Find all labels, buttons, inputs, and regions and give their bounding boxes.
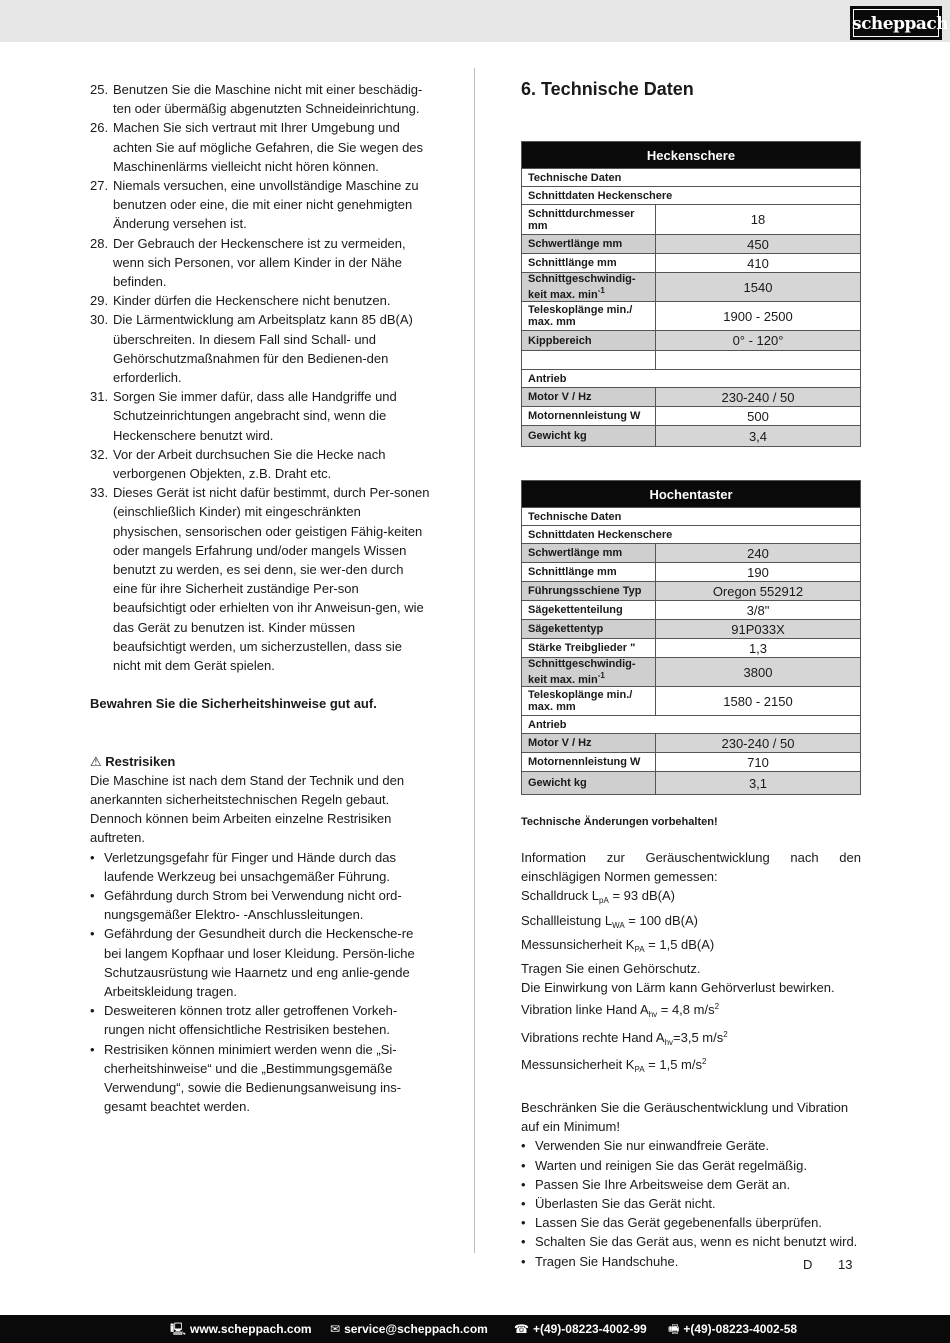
list-item: 29. Kinder dürfen die Heckenschere nicht benutzen. <box>90 293 391 309</box>
changes-reserved-note: Technische Änderungen vorbehalten! <box>521 816 718 828</box>
table-row: Sägekettentyp 91P033X <box>522 620 861 639</box>
vibration-value: Vibrations rechte Hand $A_{hv}=3,5$ $m/s^2$ <box>521 1029 728 1047</box>
list-item: • Gefährdung der Gesundheit durch die Heckensche-re bei langem Kopfhaar und loser Kleidung. Persön-liche Schutzausrüstung wie Haarnetz und eng anlie-gende Arbeitskleidung tragen. <box>90 926 415 999</box>
residual-risks-intro: Die Maschine ist nach dem Stand der Technik und den anerkannten sicherheitstechnischen Regeln gebaut. Dennoch können beim Arbeiten einzelne Restrisiken auftreten. <box>90 772 405 846</box>
table-row: Schwertlänge mm 450 <box>522 235 861 254</box>
noise-text: Tragen Sie einen Gehörschutz. <box>521 961 701 977</box>
noise-value: Messunsicherheit $K_{PA} = 1,5$ dB(A) <box>521 936 715 954</box>
table-row: Schnittgeschwindig-keit max. $\min^{-1}$ 3800 <box>522 658 861 687</box>
table-row: Teleskoplänge min./ max. mm 1580 - 2150 <box>522 687 861 716</box>
list-item: • Desweiteren können trotz aller getroffenen Vorkeh-rungen nicht offensichtliche Restrisiken bestehen. <box>90 1003 398 1038</box>
table-row: Motor V / Hz 230-240 / 50 <box>522 734 861 753</box>
list-item: 27. Niemals versuchen, eine unvollständige Maschine zu benutzen oder eine, die mit einer nicht genehmigten Änderung versehen ist. <box>90 178 419 232</box>
list-item: • Verletzungsgefahr für Finger und Hände durch das laufende Werkzeug bei unsachgemäßer Führung. <box>90 849 396 884</box>
table-subheader: Antrieb <box>522 716 861 734</box>
list-item: • Tragen Sie Handschuhe. <box>521 1253 679 1269</box>
header-bar <box>0 0 950 42</box>
table-row: Schwertlänge mm 240 <box>522 544 861 563</box>
reduce-intro: Beschränken Sie die Geräuschentwicklung und Vibration auf ein Minimum! <box>521 1100 849 1135</box>
hedge-trimmer-spec-table <box>521 141 861 447</box>
keep-instructions-notice: Bewahren Sie die Sicherheitshinweise gut auf. <box>90 696 377 712</box>
list-item: • Lassen Sie das Gerät gegebenenfalls überprüfen. <box>521 1215 822 1231</box>
vibration-value: Vibration linke Hand $A_{hv} = 4,8$ $m/s^2$ <box>521 1002 720 1020</box>
table-row: Teleskoplänge min./ max. mm 1900 - 2500 <box>522 302 861 331</box>
footer-email[interactable]: ✉ service@scheppach.com <box>330 1322 488 1336</box>
list-item: 33. Dieses Gerät ist nicht dafür bestimmt, durch Per-sonen (einschließlich Kinder) mit eingeschränkten physischen, sensorischen oder geistigen Fähig-keiten oder mangels Erfahrung und/oder mangels Wissen benutzt zu werden, es sei denn, sie wer-den durch eine für ihre Sicherheit zuständige Per-son beaufsichtigt oder erhielten von ihr Anweisun-gen, wie das Gerät zu benutzen ist. Kinder müssen beaufsichtigt werden, um sicherzustellen, dass sie nicht mit dem Gerät spielen. <box>90 485 430 674</box>
list-item: • Gefährdung durch Strom bei Verwendung nicht ord-nungsgemäßer Elektro- -Anschlussleitungen. <box>90 887 402 923</box>
warning-triangle-icon: ⚠ <box>90 753 102 769</box>
table-row: Führungsschiene Typ Oregon 552912 <box>522 582 861 601</box>
vibration-value: Messunsicherheit $K_{PA} = 1,5$ $m/s^2$ <box>521 1056 707 1074</box>
table-row: Schnittlänge mm 410 <box>522 254 861 273</box>
table-row: Schnittlänge mm 190 <box>522 563 861 582</box>
residual-risks-heading: ⚠ Restrisiken <box>90 753 176 769</box>
mail-icon: ✉ <box>330 1322 341 1336</box>
footer-phone[interactable]: ☎ +(49)-08223-4002-99 <box>514 1322 647 1336</box>
table-row: Gewicht kg 3,4 <box>522 426 861 447</box>
table-row: Gewicht kg 3,1 <box>522 772 861 795</box>
table-subheader: Antrieb <box>522 370 861 388</box>
table-row-empty <box>522 351 861 370</box>
list-item: • Restrisiken können minimiert werden wenn die „Si-cherheitshinweise“ und die „Bestimmungsgemäße Verwendung“, sowie die Bedienungsanweisung ins-gesamt beachtet werden. <box>90 1041 402 1115</box>
table-row: Stärke Treibglieder " 1,3 <box>522 639 861 658</box>
noise-intro-line1: Information zur Geräuschentwicklung nach den einschlägigen Normen gemessen: <box>521 850 861 885</box>
safety-instructions-column <box>90 80 430 1116</box>
table-row: Sägekettenteilung 3/8" <box>522 601 861 620</box>
pole-saw-spec-table <box>521 480 861 795</box>
table-row: Kippbereich 0° - 120° <box>522 331 861 351</box>
noise-text: Die Einwirkung von Lärm kann Gehörverlust bewirken. <box>521 980 835 996</box>
list-item: • Überlasten Sie das Gerät nicht. <box>521 1196 716 1212</box>
scheppach-logo: scheppach <box>850 6 942 40</box>
footer-website[interactable]: 🖳 www.scheppach.com <box>170 1322 312 1336</box>
table-row: Schnittgeschwindig-keit max. $\min^{-1}$ 1540 <box>522 273 861 302</box>
column-divider <box>474 68 475 1253</box>
section-title: 6. Technische Daten <box>521 79 694 99</box>
table-subheader: Technische Daten <box>522 508 861 526</box>
table-title: Hochentaster <box>522 481 861 508</box>
table-subheader: Schnittdaten Heckenschere <box>522 526 861 544</box>
page-number: 13 <box>838 1257 853 1272</box>
list-item: 32. Vor der Arbeit durchsuchen Sie die Hecke nach verborgenen Objekten, z.B. Draht etc. <box>90 446 386 482</box>
list-item: • Verwenden Sie nur einwandfreie Geräte. <box>521 1138 770 1154</box>
list-item: 28. Der Gebrauch der Heckenschere ist zu vermeiden, wenn sich Personen, vor allem Kinder in der Nähe befinden. <box>90 235 406 290</box>
technical-data-column <box>521 76 861 102</box>
noise-information <box>521 848 861 1271</box>
list-item: 31. Sorgen Sie immer dafür, dass alle Handgriffe und Schutzeinrichtungen angebracht sind, wenn die Heckenschere benutzt wird. <box>90 389 397 443</box>
list-item: • Schalten Sie das Gerät aus, wenn es nicht benutzt wird. <box>521 1234 858 1250</box>
list-item: 25. Benutzen Sie die Maschine nicht mit einer beschädig-ten oder übermäßig abgenutzten Schneideinrichtung. <box>90 82 423 117</box>
table-row: Motornennleistung W 500 <box>522 407 861 426</box>
table-row: Motor V / Hz 230-240 / 50 <box>522 388 861 407</box>
footer-bar <box>0 1315 950 1343</box>
list-item: • Warten und reinigen Sie das Gerät regelmäßig. <box>521 1157 807 1173</box>
list-item: • Passen Sie Ihre Arbeitsweise dem Gerät an. <box>521 1176 791 1192</box>
phone-icon: ☎ <box>514 1322 529 1336</box>
list-item: 26. Machen Sie sich vertraut mit Ihrer Umgebung und achten Sie auf mögliche Gefahren, die Sie wegen des Maschinenlärms vielleicht nicht hören können. <box>90 120 424 174</box>
footer-fax: 🖷 +(49)-08223-4002-58 <box>668 1322 798 1336</box>
fax-icon: 🖷 <box>668 1322 680 1336</box>
table-subheader: Technische Daten <box>522 169 861 187</box>
noise-value: Schalldruck $L_{pA} = 93$ dB(A) <box>521 888 675 906</box>
table-row: Schnittdurchmesser mm 18 <box>522 205 861 235</box>
noise-value: Schallleistung $L_{WA} = 100$ dB(A) <box>521 912 699 930</box>
table-title: Heckenschere <box>522 142 861 169</box>
table-row: Motornennleistung W 710 <box>522 753 861 772</box>
list-item: 30. Die Lärmentwicklung am Arbeitsplatz kann 85 dB(A) überschreiten. In diesem Fall sind Schall- und Gehörschutzmaßnahmen für den Bedienen-den erforderlich. <box>90 312 413 386</box>
page-language: D <box>803 1257 813 1272</box>
computer-icon: 🖳 <box>170 1322 187 1336</box>
table-subheader: Schnittdaten Heckenschere <box>522 187 861 205</box>
